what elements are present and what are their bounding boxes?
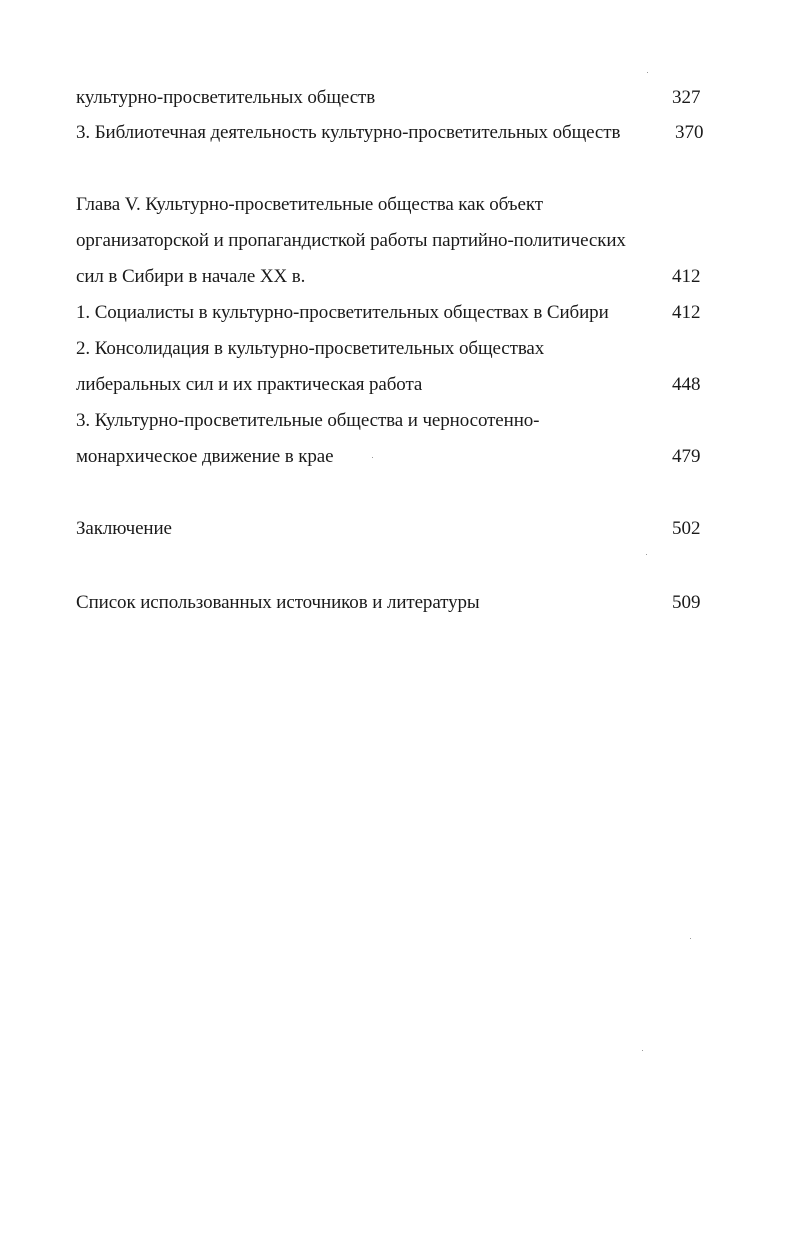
chapter-title: Глава V. Культурно-просветительные общества как объект xyxy=(76,194,543,215)
bibliography-entry: Список использованных источников и литературы xyxy=(76,592,480,613)
toc-entry-text: либеральных сил и их практическая работа xyxy=(76,374,423,395)
toc-entry-text: культурно-просветительных обществ xyxy=(76,87,376,108)
toc-page-number: 370 xyxy=(675,122,704,143)
chapter-title: организаторской и пропагандисткой работы партийно-политических xyxy=(76,230,626,251)
chapter-page-number: 412 xyxy=(672,266,701,287)
chapter-title: сил в Сибири в начале XX в. xyxy=(76,266,306,287)
scan-speck xyxy=(642,1050,643,1051)
toc-entry-text: 3. Культурно-просветительные общества и черносотенно- xyxy=(76,410,540,431)
scan-speck xyxy=(372,457,373,458)
toc-entry-text: 1. Социалисты в культурно-просветительных обществах в Сибири xyxy=(76,302,609,323)
scan-speck xyxy=(647,72,648,73)
toc-entry-text: 3. Библиотечная деятельность культурно-просветительных обществ xyxy=(76,122,621,143)
scan-speck xyxy=(646,554,647,555)
toc-entry-text: 2. Консолидация в культурно-просветительных обществах xyxy=(76,338,545,359)
scan-speck xyxy=(690,938,691,939)
toc-entry-text: монархическое движение в крае xyxy=(76,446,334,467)
toc-page-number: 509 xyxy=(672,592,701,613)
conclusion-entry: Заключение xyxy=(76,518,172,539)
toc-page-number: 479 xyxy=(672,446,701,467)
toc-page-number: 448 xyxy=(672,374,701,395)
toc-page-number: 502 xyxy=(672,518,701,539)
toc-page-number: 327 xyxy=(672,87,701,108)
toc-page-number: 412 xyxy=(672,302,701,323)
